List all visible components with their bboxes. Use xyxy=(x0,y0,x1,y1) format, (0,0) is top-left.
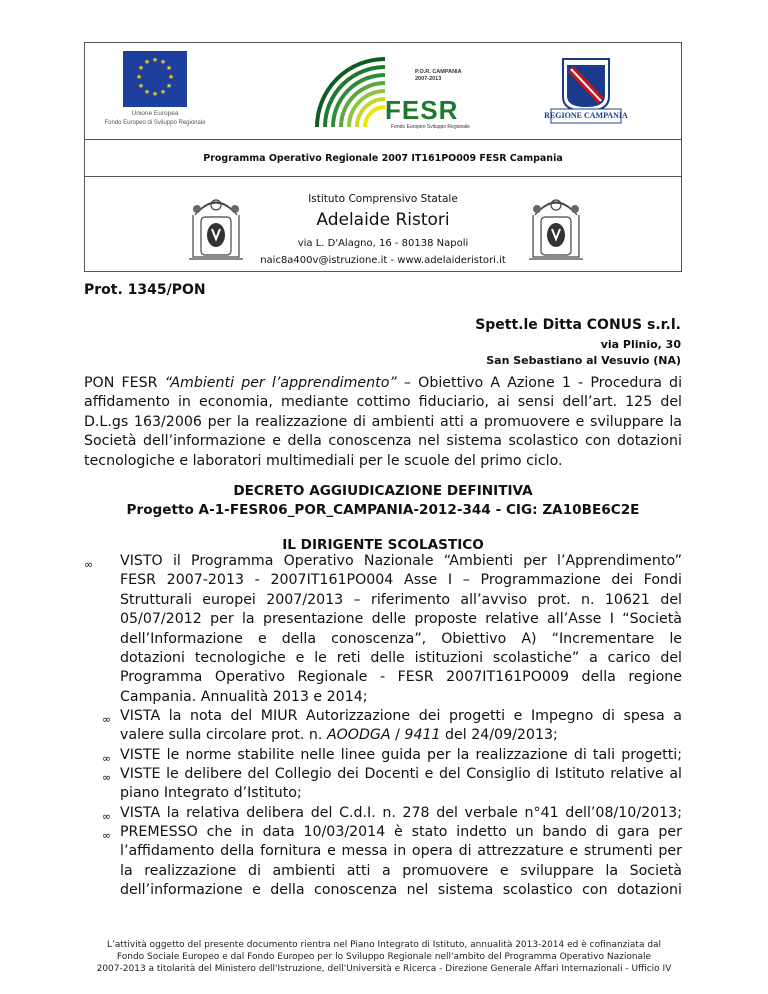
premise-programma-operativo xyxy=(120,552,682,707)
eu-fund-caption: Fondo Europeo di Sviluppo Regionale xyxy=(104,120,206,126)
footer-line: Fondo Sociale Europeo e dal Fondo Europeo per lo Sviluppo Regionale nell'ambito del Programma Operativo Nazionale xyxy=(116,952,652,963)
school-crest-icon xyxy=(525,185,587,267)
premise-line: 05/07/2012 per la presentazione delle proposte relative all’Asse I “Società xyxy=(120,611,682,628)
premise-line: Campania. Annualità 2013 e 2014; xyxy=(120,688,368,705)
subject-line: affidamento in economia, mediante cottimo fiduciario, ai sensi dell’art. 125 del xyxy=(84,394,682,411)
premise-line: Programma Operativo Regionale - FESR 2007IT161PO009 della regione xyxy=(120,669,682,686)
subject-prefix: PON FESR xyxy=(84,375,165,391)
premise-line: VISTA la relativa delibera del C.d.I. n. 278 del verbale n°41 dell’08/10/2013; xyxy=(120,805,682,821)
eu-caption: Unione Europea xyxy=(131,110,179,117)
regione-campania-label: REGIONE CAMPANIA xyxy=(544,111,628,120)
circular-code: AOODGA xyxy=(326,727,391,744)
premise-line: Strutturali europei 2007/2013 – riferimento all’avviso prot. n. 10621 del xyxy=(120,591,682,608)
premise-line: VISTE le norme stabilite nelle linee guida per la realizzazione di tali progetti; xyxy=(120,747,682,763)
premise-line: dell’Informazione e della conoscenza”, Obiettivo A) “Incrementare le xyxy=(120,630,682,647)
por-label xyxy=(415,69,462,83)
svg-text:★: ★ xyxy=(143,58,151,66)
school-contacts: naic8a400v@istruzione.it - www.adelaideristori.it xyxy=(260,255,506,266)
regione-campania-logo xyxy=(543,53,629,133)
svg-text:★: ★ xyxy=(165,82,173,90)
svg-text:★: ★ xyxy=(159,58,167,66)
premise-bando xyxy=(120,823,682,901)
fesr-wordmark: FESR xyxy=(385,95,459,125)
premise-line: l’affidamento della fornitura e messa in opera di attrezzature e strumenti per xyxy=(120,843,682,860)
decree-title: DECRETO AGGIUDICAZIONE DEFINITIVA xyxy=(233,483,533,499)
subject-line: Società dell’informazione e della conoscenza nel sistema scolastico con dotazioni xyxy=(84,433,682,450)
premise-delibere xyxy=(120,765,682,804)
svg-text:★: ★ xyxy=(165,64,173,72)
circular-number: 9411 xyxy=(404,727,441,744)
premise-line: FESR 2007-2013 - 2007IT161PO004 Asse I – Programmazione dei Fondi xyxy=(120,572,682,589)
bullet-icon: ∞ xyxy=(102,713,112,726)
bullet-icon: ∞ xyxy=(102,771,112,784)
svg-text:★: ★ xyxy=(159,88,167,96)
fesr-subtitle: Fondo Europeo Sviluppo Regionale xyxy=(391,124,470,130)
premise-line xyxy=(120,726,682,745)
subject-paragraph xyxy=(84,374,682,471)
premise-line: VISTO il Programma Operativo Nazionale “Ambienti per l’Apprendimento” xyxy=(120,553,682,569)
recipient-city: San Sebastiano al Vesuvio (NA) xyxy=(486,354,681,367)
svg-text:★: ★ xyxy=(151,90,159,98)
premise-line: la realizzazione di ambienti atti a promuovere e sviluppare la Società xyxy=(120,862,682,879)
footer-line: L’attività oggetto del presente documento rientra nel Piano Integrato di Istituto, annualità 2013-2014 ed è cofinanziata dal xyxy=(106,940,662,950)
premise-line: VISTE le delibere del Collegio dei Docenti e del Consiglio di Istituto relative al xyxy=(120,766,682,782)
subject-objective: – Obiettivo A Azione 1 - Procedura di xyxy=(396,375,683,391)
recipient-street: via Plinio, 30 xyxy=(600,338,681,351)
dirigente-heading: IL DIRIGENTE SCOLASTICO xyxy=(282,537,484,553)
circular-prefix: valere sulla circolare prot. n. xyxy=(120,727,327,744)
premise-line: dell’informazione e della conoscenza nel sistema scolastico con dotazioni xyxy=(120,882,682,899)
bullet-icon: ∞ xyxy=(102,810,112,823)
subject-project-title: “Ambienti per l’apprendimento” xyxy=(164,375,397,391)
svg-text:★: ★ xyxy=(137,64,145,72)
svg-text:★: ★ xyxy=(151,56,159,64)
svg-text:★: ★ xyxy=(143,88,151,96)
circular-date: del 24/09/2013; xyxy=(440,727,558,744)
bullet-icon: ∞ xyxy=(102,752,112,765)
premise-line: dotazioni tecnologiche e le reti delle istituzioni scolastiche” a carico del xyxy=(120,650,682,667)
eu-flag-logo xyxy=(123,51,187,107)
circular-separator: / xyxy=(390,727,405,744)
premise-line: PREMESSO che in data 10/03/2014 è stato indetto un bando di gara per xyxy=(120,824,682,840)
subject-line: tecnologiche e laboratori multimediali per le scuole del primo ciclo. xyxy=(84,452,563,469)
premise-line: VISTA la nota del MIUR Autorizzazione dei progetti e Impegno di spesa a xyxy=(120,708,682,724)
premise-delibera-cdi xyxy=(120,804,682,823)
recipient-name: Spett.le Ditta CONUS s.r.l. xyxy=(475,317,681,333)
svg-text:★: ★ xyxy=(137,82,145,90)
school-info xyxy=(85,177,681,273)
programma-operativo: Programma Operativo Regionale 2007 IT161PO009 FESR Campania xyxy=(85,139,681,177)
school-address: via L. D'Alagno, 16 - 80138 Napoli xyxy=(297,238,469,249)
bullet-icon: ∞ xyxy=(102,829,112,842)
protocol-number: Prot. 1345/PON xyxy=(84,282,206,298)
subject-line: D.L.gs 163/2006 per la realizzazione di ambienti atti a promuovere e sviluppare la xyxy=(84,413,682,430)
premise-nota-miur xyxy=(120,707,682,746)
letterhead xyxy=(84,42,682,272)
subject-line xyxy=(84,374,682,393)
svg-text:★: ★ xyxy=(167,73,175,81)
por-line-1: P.O.R. CAMPANIA xyxy=(415,69,462,75)
footer-line: 2007-2013 a titolarità del Ministero dell'Istruzione, dell'Università e Ricerca - Direzione Generale Affari Internazionali - Ufficio IV xyxy=(96,964,672,975)
premise-linee-guida xyxy=(120,746,682,765)
school-name: Adelaide Ristori xyxy=(316,210,450,230)
page-footer xyxy=(60,939,708,976)
premise-line: piano Integrato d’Istituto; xyxy=(120,785,302,802)
project-code: Progetto A-1-FESR06_POR_CAMPANIA-2012-344 - CIG: ZA10BE6C2E xyxy=(126,502,640,518)
logo-row xyxy=(85,43,681,139)
bullet-icon: ∞ xyxy=(84,558,94,571)
por-line-2: 2007-2013 xyxy=(415,76,442,82)
svg-text:★: ★ xyxy=(135,73,143,81)
school-type: Istituto Comprensivo Statale xyxy=(308,193,458,205)
